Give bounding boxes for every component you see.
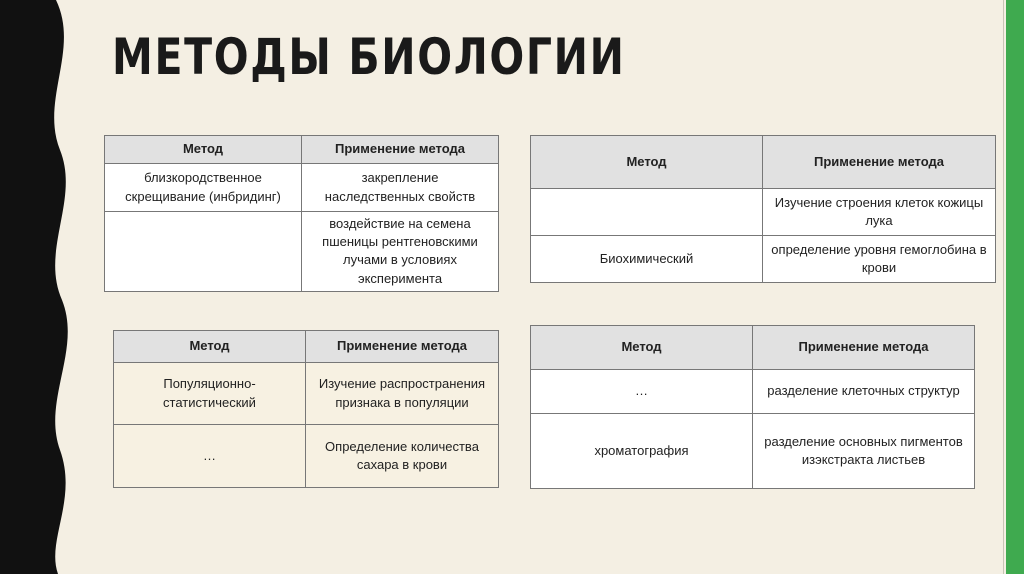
cell-method: хроматография	[531, 414, 753, 489]
green-accent-bar	[1006, 0, 1024, 574]
header-application: Применение метода	[763, 136, 996, 189]
header-application: Применение метода	[302, 136, 499, 164]
cell-method-empty	[531, 189, 763, 236]
cell-application: Изучение распространения признака в популяции	[306, 363, 499, 425]
cell-method-empty	[105, 212, 302, 292]
header-method: Метод	[531, 136, 763, 189]
header-application: Применение метода	[306, 331, 499, 363]
cell-application: Изучение строения клеток кожицы лука	[763, 189, 996, 236]
cell-application: Определение количества сахара в крови	[306, 425, 499, 488]
cell-method: Биохимический	[531, 236, 763, 283]
cell-application: закрепление наследственных свойств	[302, 164, 499, 212]
cell-method: Популяционно-статистический	[114, 363, 306, 425]
page-title: МЕТОДЫ БИОЛОГИИ	[112, 28, 626, 86]
header-method: Метод	[531, 326, 753, 370]
cell-method: …	[114, 425, 306, 488]
methods-table-2	[530, 135, 996, 283]
cell-method: …	[531, 370, 753, 414]
right-divider-line	[1003, 0, 1004, 574]
cell-application: определение уровня гемоглобина в крови	[763, 236, 996, 283]
decorative-wave-border	[0, 0, 78, 574]
cell-method: близкородственное скрещивание (инбридинг)	[105, 164, 302, 212]
cell-application: разделение основных пигментов изэкстракта листьев	[753, 414, 975, 489]
methods-table-4	[530, 325, 975, 489]
cell-application: воздействие на семена пшеницы рентгеновскими лучами в условиях эксперимента	[302, 212, 499, 292]
header-method: Метод	[114, 331, 306, 363]
methods-table-1	[104, 135, 499, 292]
header-method: Метод	[105, 136, 302, 164]
header-application: Применение метода	[753, 326, 975, 370]
cell-application: разделение клеточных структур	[753, 370, 975, 414]
methods-table-3	[113, 330, 499, 488]
